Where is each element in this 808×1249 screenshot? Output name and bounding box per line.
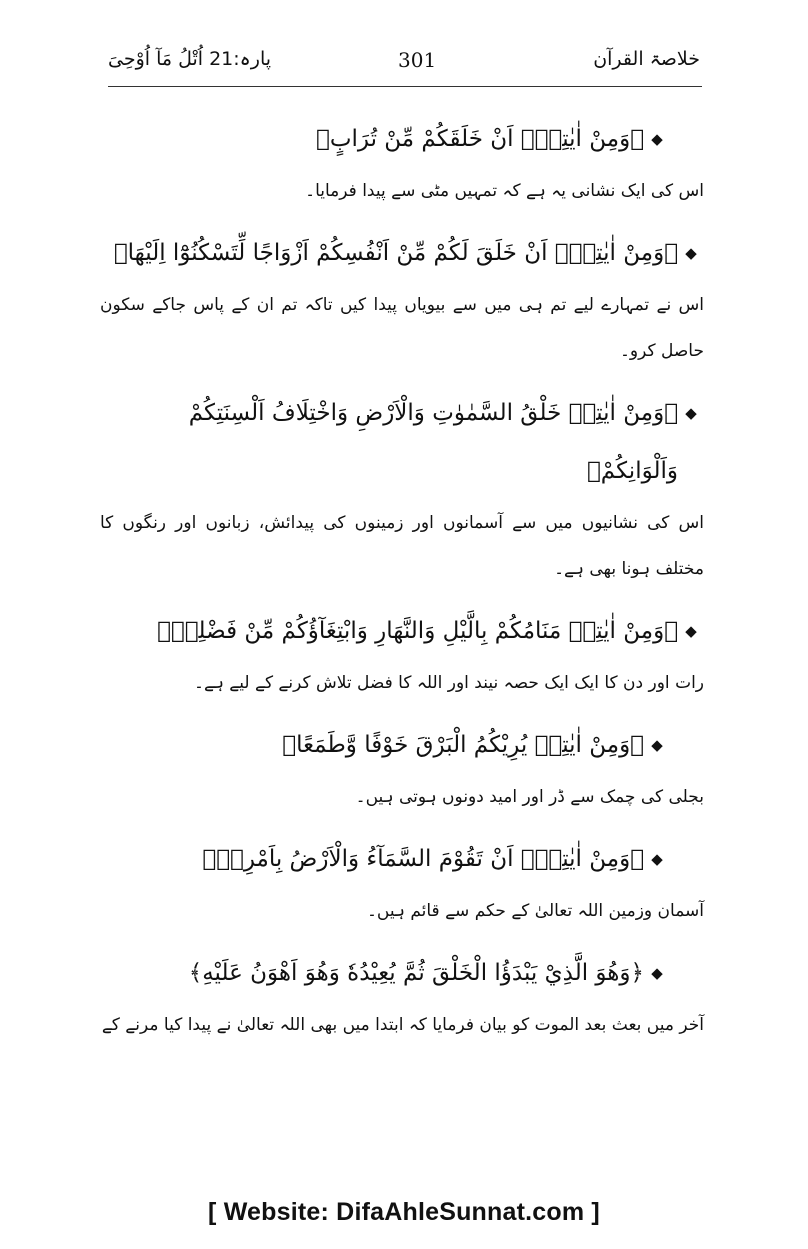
diamond-bullet-icon: ◆ — [651, 130, 663, 148]
diamond-bullet-icon: ◆ — [685, 622, 697, 640]
ayah-text: ﴿وَمِنْ اٰيٰتِهٖ مَنَامُكُمْ بِالَّيْلِ وَالنَّهَارِ وَابْتِغَآؤُكُمْ مِّنْ فَضْلِهٖ﴾ — [157, 618, 678, 644]
translation-text: اس نے تمہارے لیے تم ہی میں سے بیویاں پیدا کیں تاکہ تم ان کے پاس جاکے سکون حاصل کرو۔ — [100, 295, 704, 361]
diamond-bullet-icon: ◆ — [651, 964, 663, 982]
website-footer: [ Website: DifaAhleSunnat.com ] — [208, 1198, 600, 1226]
ayah-block — [100, 110, 704, 168]
ayah-block — [100, 944, 704, 1002]
diamond-bullet-icon: ◆ — [651, 850, 663, 868]
diamond-bullet-icon: ◆ — [685, 244, 697, 262]
diamond-bullet-icon: ◆ — [685, 404, 697, 422]
ayah-text: ﴿وَمِنْ اٰيٰتِهٖٓ اَنْ تَقُوْمَ السَّمَآءُ وَالْاَرْضُ بِاَمْرِهٖ﴾ — [202, 846, 644, 872]
header-divider — [108, 86, 702, 87]
ayah-block — [100, 224, 704, 282]
translation-text: رات اور دن کا ایک ایک حصہ نیند اور اللہ کا فضل تلاش کرنے کے لیے ہے۔ — [194, 673, 704, 693]
ayah-text: ﴿وَهُوَ الَّذِيْ يَبْدَؤُا الْخَلْقَ ثُمَّ يُعِيْدُهٗ وَهُوَ اَهْوَنُ عَلَيْهِ﴾ — [188, 960, 644, 986]
ayah-block — [100, 830, 704, 888]
book-title: خلاصۃ القرآن — [593, 48, 700, 70]
ayah-block — [100, 384, 704, 500]
ayah-block — [100, 602, 704, 660]
ayah-text: ﴿وَمِنْ اٰيٰتِهٖ خَلْقُ السَّمٰوٰتِ وَالْاَرْضِ وَاخْتِلَافُ اَلْسِنَتِكُمْ وَاَلْوَانِكُمْ﴾ — [188, 400, 678, 484]
translation-text: اس کی ایک نشانی یہ ہے کہ تمہیں مٹی سے پیدا فرمایا۔ — [305, 181, 704, 201]
diamond-bullet-icon: ◆ — [651, 736, 663, 754]
ayah-block — [100, 716, 704, 774]
ayah-text: ﴿وَمِنْ اٰيٰتِهٖ يُرِيْكُمُ الْبَرْقَ خَوْفًا وَّطَمَعًا﴾ — [282, 732, 644, 758]
para-label: پارہ:21 اُتْلُ مَآ اُوْحِیَ — [108, 48, 272, 70]
page-content — [100, 110, 704, 1058]
translation-text: آسمان وزمین اللہ تعالیٰ کے حکم سے قائم ہیں۔ — [366, 901, 704, 921]
translation-text: اس کی نشانیوں میں سے آسمانوں اور زمینوں کی پیدائش، زبانوں اور رنگوں کا مختلف ہونا بھی ہے۔ — [100, 513, 704, 579]
page-number: 301 — [398, 48, 437, 72]
ayah-text: ﴿وَمِنْ اٰيٰتِهٖٓ اَنْ خَلَقَكُمْ مِّنْ تُرَابٍ﴾ — [316, 126, 644, 152]
translation-text: آخر میں بعث بعد الموت کو بیان فرمایا کہ ابتدا میں بھی اللہ تعالیٰ نے پیدا کیا مرنے کے — [101, 1015, 704, 1035]
page-header — [108, 48, 700, 88]
translation-text: بجلی کی چمک سے ڈر اور امید دونوں ہوتی ہیں۔ — [355, 787, 704, 807]
ayah-text: ﴿وَمِنْ اٰيٰتِهٖٓ اَنْ خَلَقَ لَكُمْ مِّنْ اَنْفُسِكُمْ اَزْوَاجًا لِّتَسْكُنُوْٓا اِلَيْهَا﴾ — [113, 240, 678, 266]
